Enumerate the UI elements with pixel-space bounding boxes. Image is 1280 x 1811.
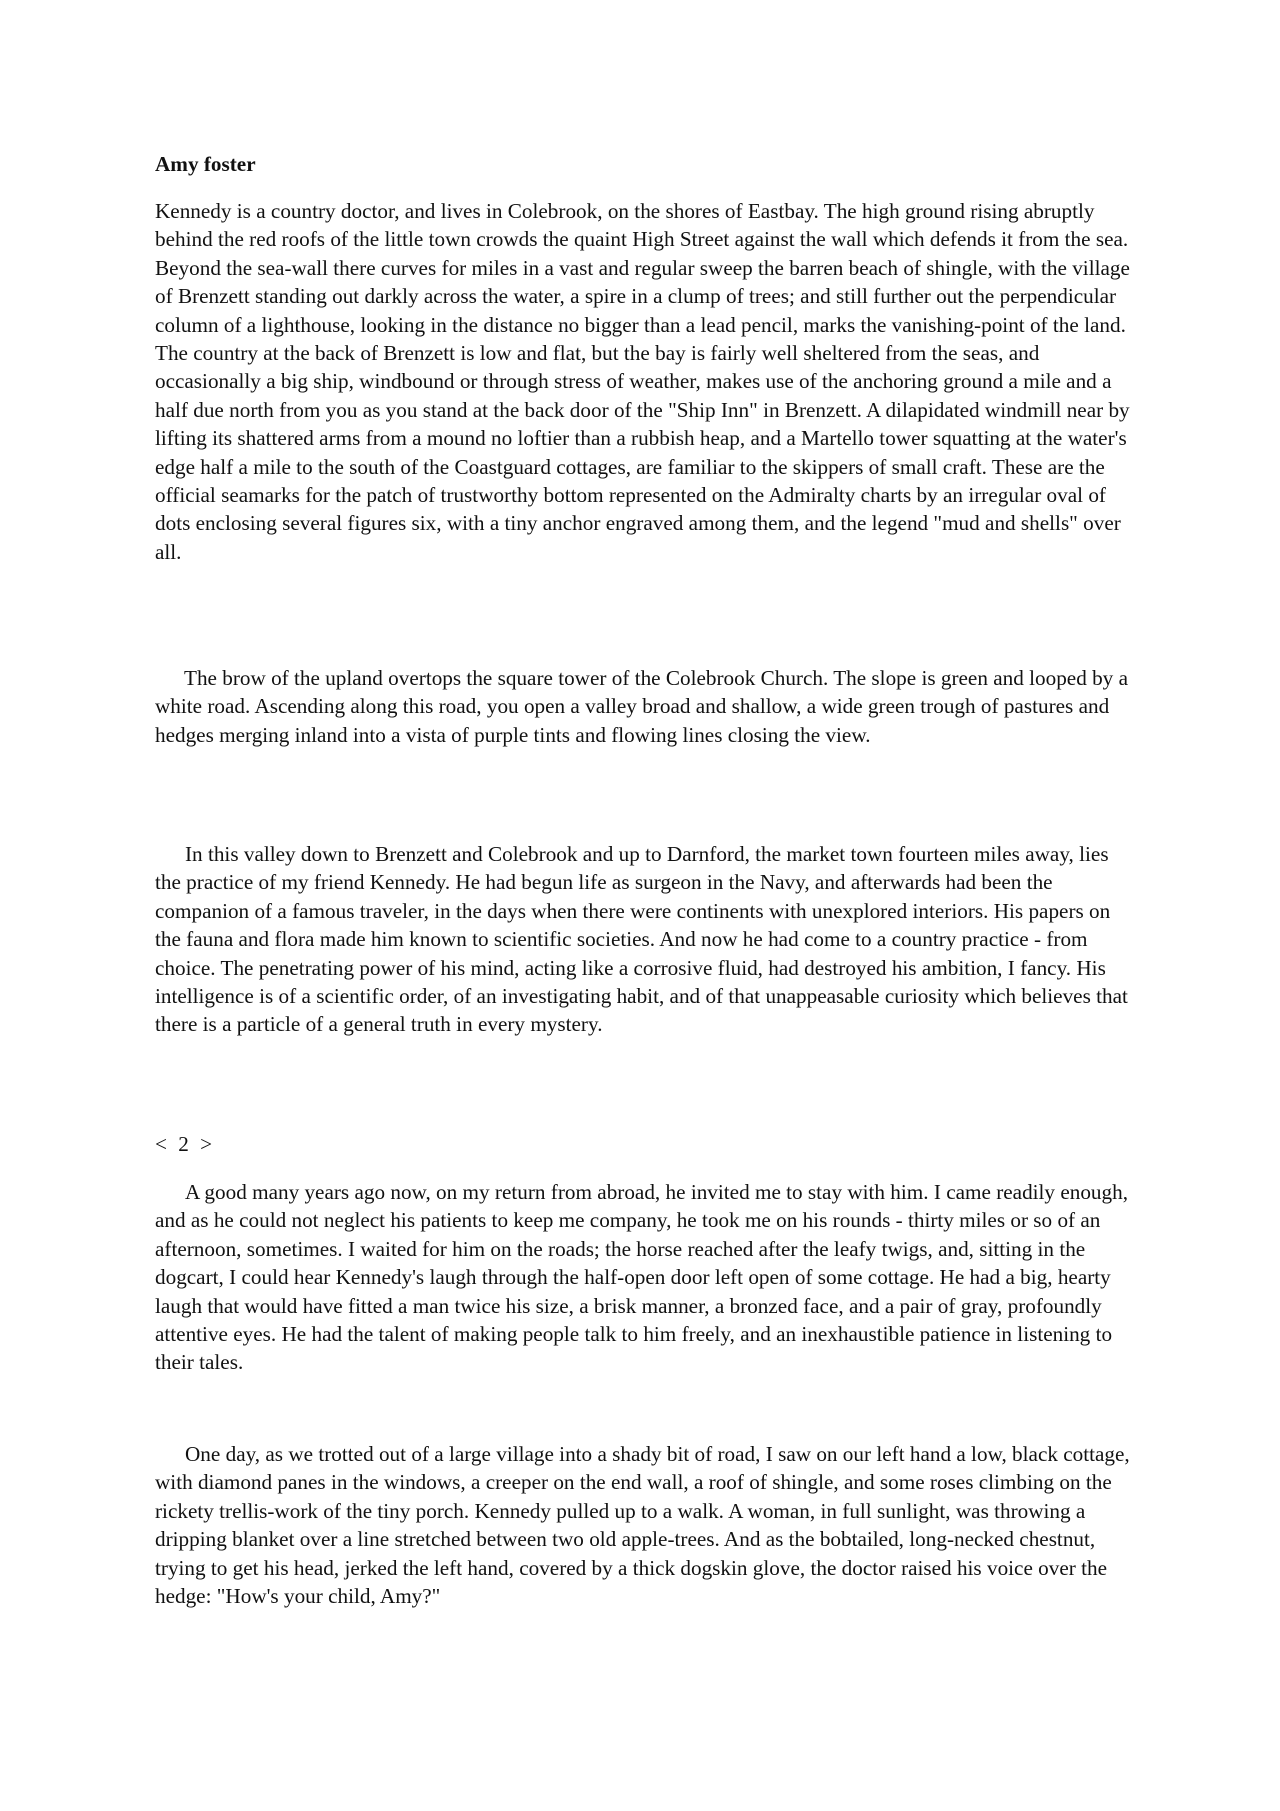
- page-number-marker: < 2 >: [155, 1132, 213, 1156]
- paragraph-5: One day, as we trotted out of a large village into a shady bit of road, I saw on our left hand a low, black cottage, with diamond panes in the windows, a creeper on the end wall, a roof of shingle, and some roses climbing on the rickety trellis-work of the tiny porch. Kennedy pulled up to a walk. A woman, in full sunlight, was throwing a dripping blanket over a line stretched between two old apple-trees. And as the bobtailed, long-necked chestnut, trying to get his head, jerked the left hand, covered by a thick dogskin glove, the doctor raised his voice over the hedge: "How's your child, Amy?": [155, 1442, 1130, 1609]
- paragraph-2: The brow of the upland overtops the square tower of the Colebrook Church. The slope is green and looped by a white road. Ascending along this road, you open a valley broad and shallow, a wide green trough of pastures and hedges merging inland into a vista of purple tints and flowing lines closing the view.: [155, 666, 1128, 747]
- paragraph-1: Kennedy is a country doctor, and lives in Colebrook, on the shores of Eastbay. The high ground rising abruptly behind the red roofs of the little town crowds the quaint High Street against the wall which defends it from the sea. Beyond the sea-wall there curves for miles in a vast and regular sweep the barren beach of shingle, with the village of Brenzett standing out darkly across the water, a spire in a clump of trees; and still further out the perpendicular column of a lighthouse, looking in the distance no bigger than a lead pencil, marks the vanishing-point of the land. The country at the back of Brenzett is low and flat, but the bay is fairly well sheltered from the seas, and occasionally a big ship, windbound or through stress of weather, makes use of the anchoring ground a mile and a half due north from you as you stand at the back door of the "Ship Inn" in Brenzett. A dilapidated windmill near by lifting its shattered arms from a mound no loftier than a rubbish heap, and a Martello tower squatting at the water's edge half a mile to the south of the Coastguard cottages, are familiar to the skippers of small craft. These are the official seamarks for the patch of trustworthy bottom represented on the Admiralty charts by an irregular oval of dots enclosing several figures six, with a tiny anchor engraved among them, and the legend "mud and shells" over all.: [155, 199, 1130, 564]
- paragraph-3: In this valley down to Brenzett and Colebrook and up to Darnford, the market town fourteen miles away, lies the practice of my friend Kennedy. He had begun life as surgeon in the Navy, and afterwards had been the companion of a famous traveler, in the days when there were continents with unexplored interiors. His papers on the fauna and flora made him known to scientific societies. And now he had come to a country practice - from choice. The penetrating power of his mind, acting like a corrosive fluid, had destroyed his ambition, I fancy. His intelligence is of a scientific order, of an investigating habit, and of that unappeasable curiosity which believes that there is a particle of a general truth in every mystery.: [155, 842, 1128, 1037]
- document-title: Amy foster: [155, 152, 256, 176]
- paragraph-4: A good many years ago now, on my return from abroad, he invited me to stay with him. I came readily enough, and as he could not neglect his patients to keep me company, he took me on his rounds - thirty miles or so of an afternoon, sometimes. I waited for him on the roads; the horse reached after the leafy twigs, and, sitting in the dogcart, I could hear Kennedy's laugh through the half-open door left open of some cottage. He had a big, hearty laugh that would have fitted a man twice his size, a brisk manner, a bronzed face, and a pair of gray, profoundly attentive eyes. He had the talent of making people talk to him freely, and an inexhaustible patience in listening to their tales.: [155, 1180, 1128, 1375]
